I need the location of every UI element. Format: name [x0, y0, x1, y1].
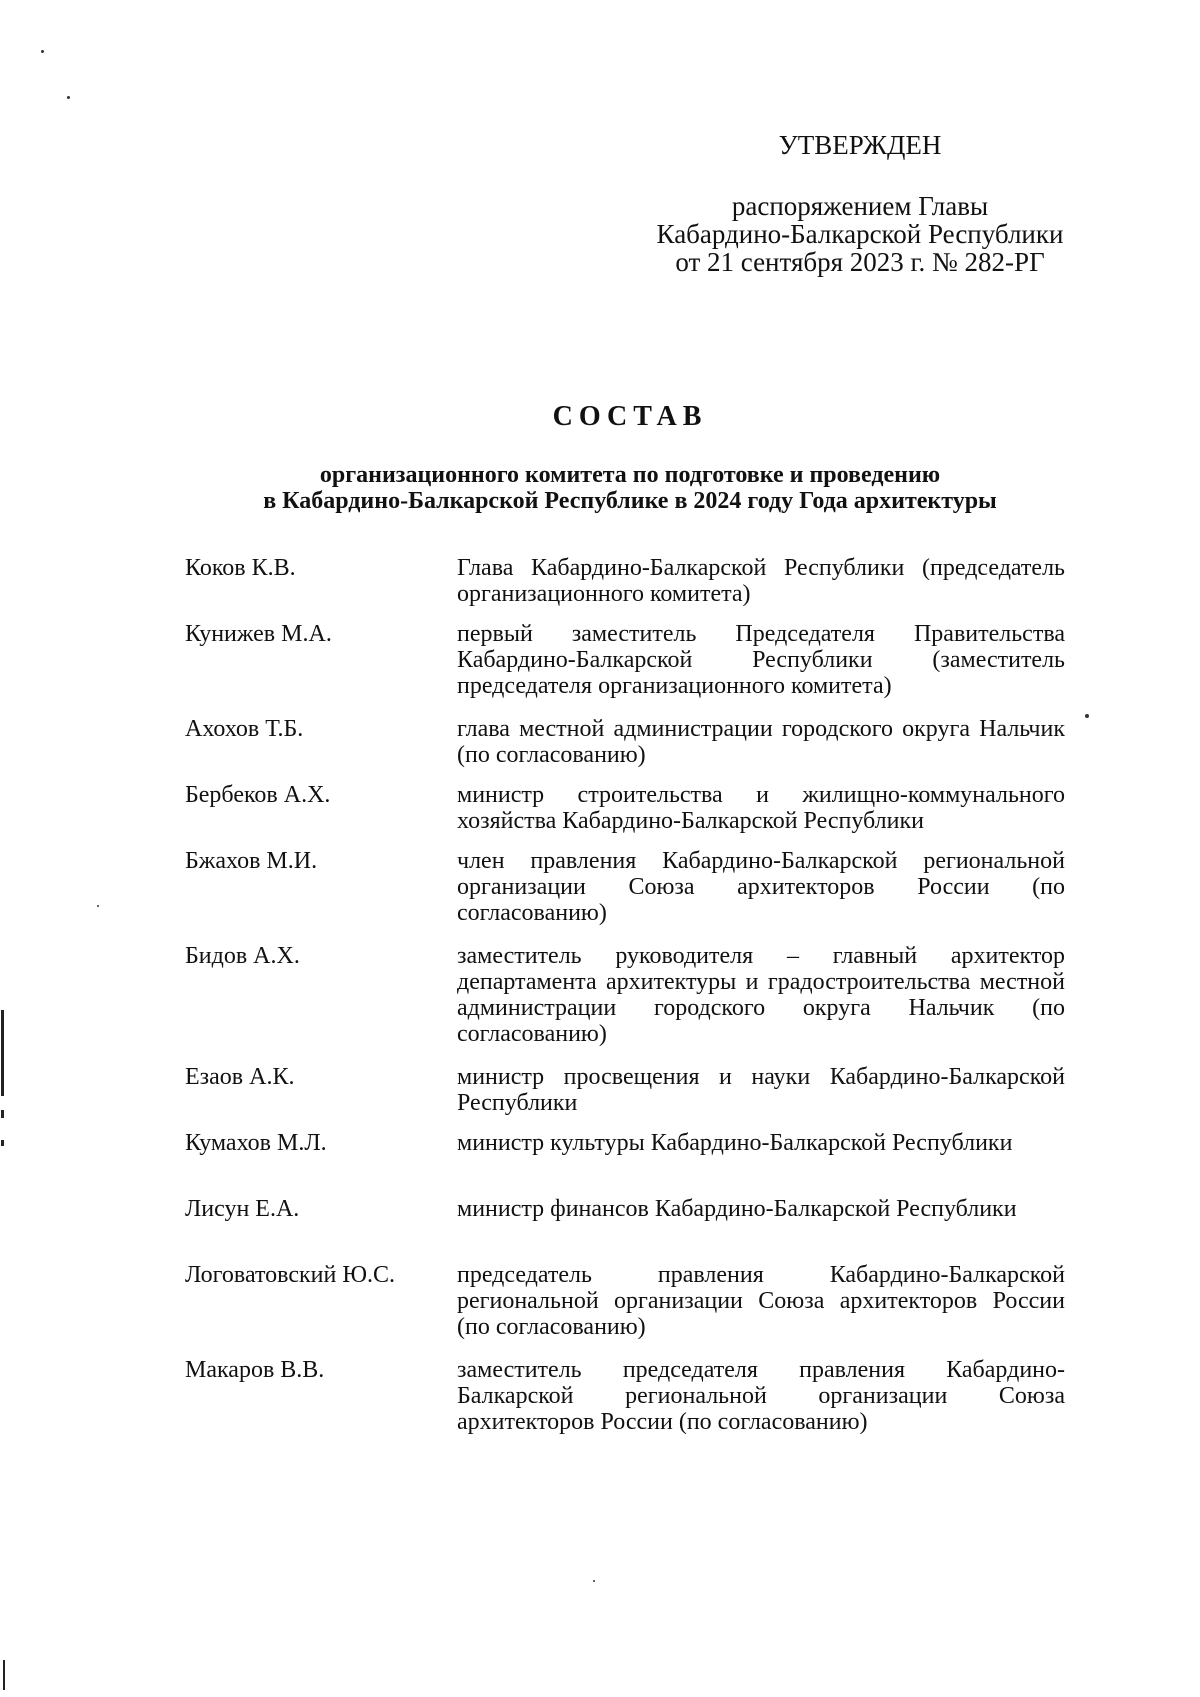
- document-heading: СОСТАВ: [552, 401, 708, 432]
- member-name: Бербеков А.Х.: [185, 782, 331, 808]
- member-role: председатель правления Кабардино-Балкарской региональной организации Союза архитекторов России (по согласованию): [457, 1262, 1065, 1340]
- document-subtitle: [100, 462, 1160, 514]
- member-name: Бжахов М.И.: [185, 848, 318, 874]
- member-role: министр культуры Кабардино-Балкарской Республики: [457, 1130, 1013, 1156]
- member-role: первый заместитель Председателя Правительства Кабардино-Балкарской Республики (заместитель председателя организационного комитета): [457, 621, 1065, 699]
- member-name: Ахохов Т.Б.: [185, 716, 304, 742]
- member-role: министр строительства и жилищно-коммунального хозяйства Кабардино-Балкарской Республики: [457, 782, 1065, 834]
- member-role: заместитель руководителя – главный архитектор департамента архитектуры и градостроительства местной администрации городского округа Нальчик (по согласованию): [457, 943, 1065, 1047]
- member-role: министр финансов Кабардино-Балкарской Республики: [457, 1196, 1017, 1222]
- scan-edge-mark: [1, 1140, 4, 1146]
- scan-edge-mark: [3, 1660, 5, 1690]
- member-row: [185, 1064, 1065, 1116]
- member-row: [185, 716, 1065, 768]
- member-row: [185, 943, 1065, 1047]
- scan-speck: [593, 1580, 595, 1582]
- member-row: [185, 782, 1065, 834]
- member-name: Бидов А.Х.: [185, 943, 300, 969]
- member-name: Езаов А.К.: [185, 1064, 295, 1090]
- member-name: Коков К.В.: [185, 555, 296, 581]
- member-role: Глава Кабардино-Балкарской Республики (председатель организационного комитета): [457, 555, 1065, 607]
- member-role: член правления Кабардино-Балкарской региональной организации Союза архитекторов России (по согласованию): [457, 848, 1065, 926]
- member-row: [185, 1130, 1065, 1182]
- approval-block: [640, 131, 1080, 276]
- member-name: Макаров В.В.: [185, 1357, 325, 1383]
- member-role: заместитель председателя правления Кабардино-Балкарской региональной организации Союза архитекторов России (по согласованию): [457, 1357, 1065, 1435]
- subtitle-line: в Кабардино-Балкарской Республике в 2024 году Года архитектуры: [263, 488, 997, 514]
- scan-speck: [1085, 714, 1089, 718]
- member-row: [185, 1262, 1065, 1340]
- member-row: [185, 555, 1065, 607]
- scan-speck: [97, 905, 99, 907]
- approval-stamp: УТВЕРЖДЕН: [778, 130, 942, 160]
- approval-line: Кабардино-Балкарской Республики: [656, 219, 1064, 249]
- member-role: министр просвещения и науки Кабардино-Балкарской Республики: [457, 1064, 1065, 1116]
- member-name: Лисун Е.А.: [185, 1196, 300, 1222]
- scan-edge-mark: [1, 1010, 4, 1096]
- member-row: [185, 1196, 1065, 1248]
- member-row: [185, 1357, 1065, 1435]
- scan-speck: [67, 96, 70, 99]
- member-name: Кумахов М.Л.: [185, 1130, 327, 1156]
- subtitle-line: организационного комитета по подготовке и проведению: [319, 462, 941, 488]
- member-role: глава местной администрации городского округа Нальчик (по согласованию): [457, 716, 1065, 768]
- member-name: Кунижев М.А.: [185, 621, 332, 647]
- scan-speck: [41, 50, 44, 53]
- member-name: Логоватовский Ю.С.: [185, 1262, 396, 1288]
- scan-edge-mark: [1, 1110, 4, 1118]
- member-row: [185, 848, 1065, 926]
- members-list: [185, 555, 1065, 1435]
- approval-line: распоряжением Главы: [731, 191, 989, 221]
- member-row: [185, 621, 1065, 699]
- approval-line: от 21 сентября 2023 г. № 282-РГ: [675, 247, 1045, 277]
